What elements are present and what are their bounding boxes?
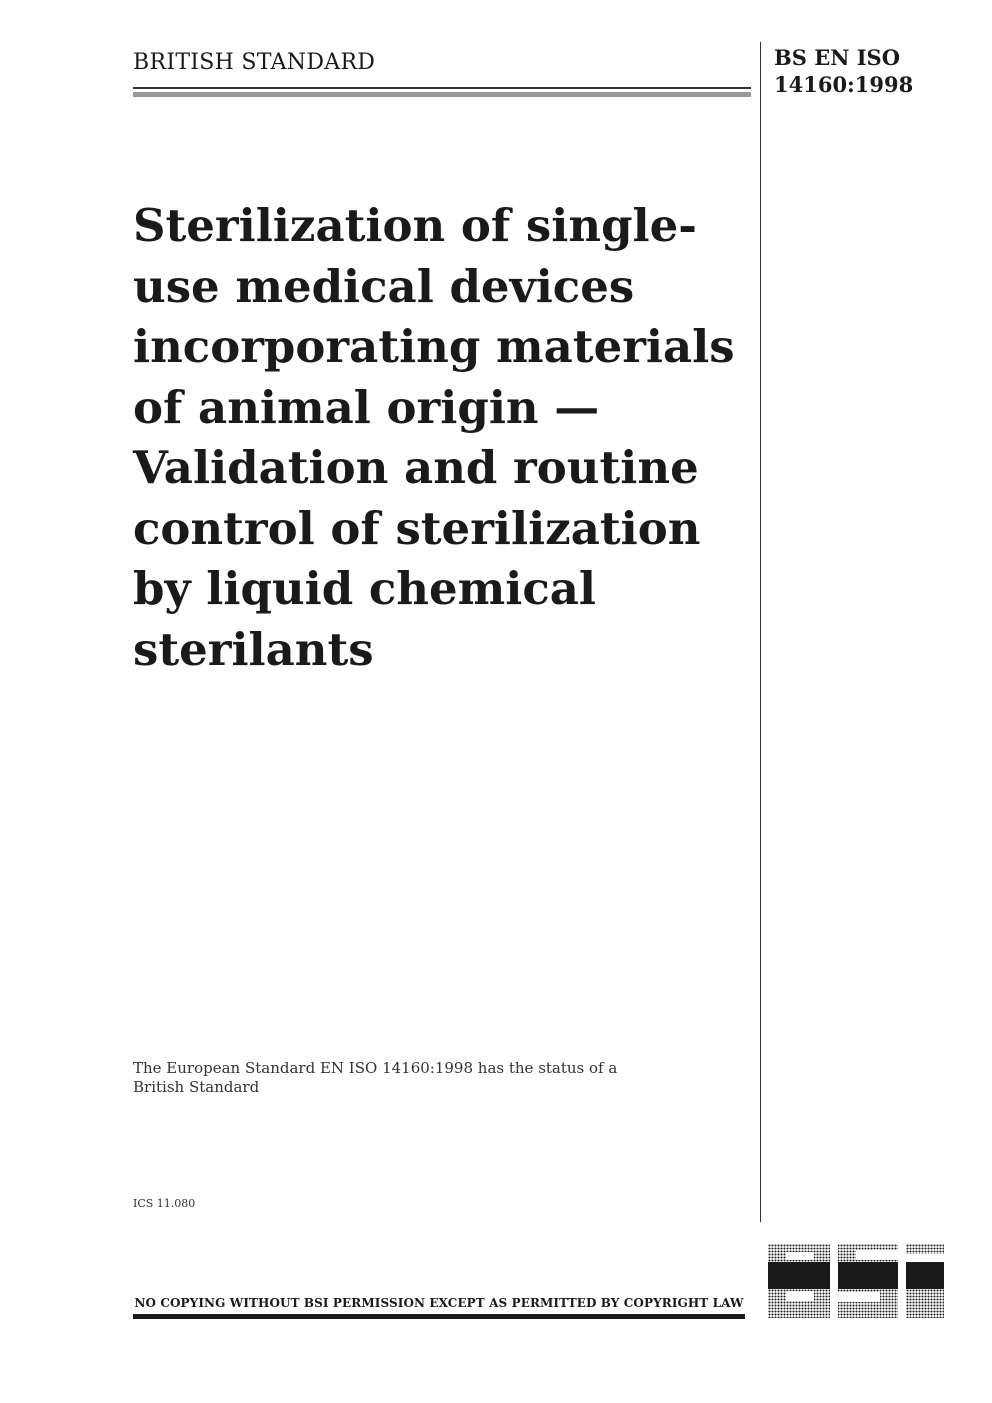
document-number <box>774 44 913 98</box>
document-title: Sterilization of single-use medical devices incorporating materials of animal origin — Validation and routine control of sterilization by liquid chemical sterilants <box>133 199 735 676</box>
header-rule-thin <box>133 87 751 89</box>
copyright-notice: NO COPYING WITHOUT BSI PERMISSION EXCEPT AS PERMITTED BY COPYRIGHT LAW <box>134 1296 744 1310</box>
document-number-line-1: BS EN ISO <box>774 45 901 70</box>
series-label: BRITISH STANDARD <box>133 50 376 75</box>
document-number-line-2: 14160:1998 <box>774 72 914 97</box>
footer-rule <box>133 1314 745 1319</box>
vertical-divider <box>760 42 761 1222</box>
header-rule <box>133 87 751 99</box>
bsi-logo <box>768 1244 944 1318</box>
ics-code: ICS 11.080 <box>133 1197 196 1210</box>
header-rule-thick <box>133 92 751 97</box>
status-note: The European Standard EN ISO 14160:1998 has the status of a British Standard <box>133 1059 618 1096</box>
